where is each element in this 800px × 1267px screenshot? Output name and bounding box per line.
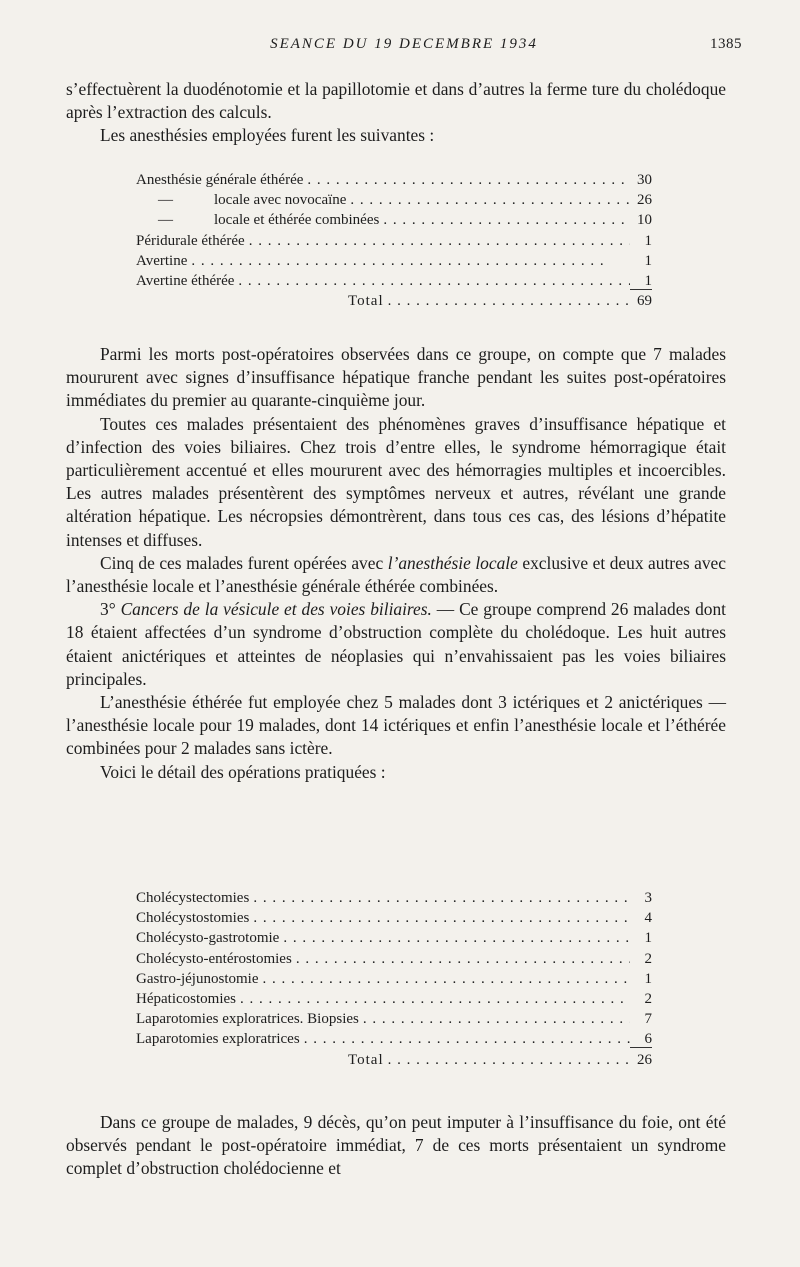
table-row bbox=[136, 888, 652, 908]
row-label: Cholécysto-gastrotomie bbox=[136, 930, 280, 947]
row-label: Gastro-jéjunostomie bbox=[136, 970, 259, 987]
paragraph: Cinq de ces malades furent opérées avec l’anesthésie locale exclusive et deux autres avec l’anesthésie locale et l’anesthésie générale éthérée combinées. bbox=[66, 552, 726, 597]
total-label: Total bbox=[348, 293, 384, 310]
emphasis: l’anesthésie locale bbox=[387, 552, 518, 573]
opening-paragraphs bbox=[66, 78, 726, 148]
table-row bbox=[136, 1009, 652, 1029]
row-value: 4 bbox=[644, 910, 652, 927]
row-value: 3 bbox=[644, 890, 652, 906]
running-header bbox=[66, 36, 742, 56]
row-label: Cholécysto-entérostomies bbox=[136, 950, 292, 967]
row-label: Péridurale éthérée bbox=[136, 232, 245, 249]
row-value: 7 bbox=[644, 1011, 652, 1028]
ditto-dash: — bbox=[158, 192, 173, 209]
ditto-dash: — bbox=[158, 212, 173, 229]
body-paragraphs bbox=[66, 343, 726, 784]
operations-table bbox=[136, 888, 652, 1070]
row-label: locale et éthérée combinées bbox=[214, 212, 380, 229]
closing-paragraph bbox=[66, 1111, 726, 1181]
table-row bbox=[136, 231, 652, 251]
table-row bbox=[136, 1029, 652, 1049]
row-label: Anesthésie générale éthérée bbox=[136, 172, 304, 188]
table-row bbox=[136, 989, 652, 1009]
paragraph: Voici le détail des opérations pratiquées : bbox=[100, 761, 386, 782]
row-value: 26 bbox=[637, 192, 652, 209]
row-value: 30 bbox=[637, 172, 652, 188]
row-value: 1 bbox=[630, 271, 652, 290]
paragraph: Toutes ces malades présentaient des phénomènes graves d’insuffisance hépatique et d’infection des voies biliaires. Chez trois d’entre elles, le syndrome hémorragique était particulièrement accentué et elles moururent avec des hémorragies multiples et incoercibles. Les autres malades présentèrent des symptômes nerveux et autres, révélant une grande altération hépatique. Les nécropsies démontrèrent, dans tous ces cas, des lésions d’hépatite intenses et diffuses. bbox=[66, 413, 726, 550]
row-value: 1 bbox=[644, 252, 652, 269]
section-number: 3° bbox=[100, 599, 116, 620]
section-heading: Cancers de la vésicule et des voies biliaires. bbox=[120, 599, 432, 620]
total-value: 26 bbox=[637, 1051, 652, 1068]
total-row bbox=[136, 291, 652, 311]
table-row bbox=[136, 969, 652, 989]
row-label: Cholécystostomies bbox=[136, 910, 250, 927]
row-label: Hépaticostomies bbox=[136, 990, 236, 1007]
row-label: Laparotomies exploratrices. Biopsies bbox=[136, 1011, 359, 1028]
row-label: locale avec novocaïne bbox=[214, 192, 347, 209]
paragraph: L’anesthésie éthérée fut employée chez 5 malades dont 3 ictériques et 2 anictériques — l’anesthésie locale pour 19 malades, dont 14 ictériques et enfin l’anesthésie locale et l’éthérée combinées pour 2 malades sans ictère. bbox=[66, 692, 726, 759]
paragraph: Parmi les morts post-opératoires observées dans ce groupe, on compte que 7 malades moururent avec signes d’insuffisance hépatique franche pendant les suites post-opératoires immédiates du premier au quarante-cinquième jour. bbox=[66, 344, 726, 411]
total-label: Total bbox=[348, 1051, 384, 1068]
row-label: Avertine bbox=[136, 252, 188, 269]
row-value: 2 bbox=[644, 990, 652, 1007]
table-row bbox=[136, 251, 652, 271]
paragraph: s’effectuèrent la duodénotomie et la papillotomie et dans d’autres la ferme ture du cholédoque après l’extraction des calculs. bbox=[66, 79, 726, 123]
paragraph: Dans ce groupe de malades, 9 décès, qu’on peut imputer à l’insuffisance du foie, ont été observés pendant le post-opératoire immédiat, 7 de ces morts présentaient un syndrome complet d’obstruction cholédocienne et bbox=[66, 1112, 726, 1179]
table-row bbox=[136, 928, 652, 948]
anesthesia-table bbox=[136, 170, 652, 311]
row-label: Cholécystectomies bbox=[136, 890, 250, 906]
paragraph: Les anesthésies employées furent les suivantes : bbox=[100, 125, 435, 146]
row-value: 1 bbox=[644, 232, 652, 249]
table-row bbox=[136, 170, 652, 190]
table-row bbox=[136, 210, 652, 230]
table-row bbox=[136, 949, 652, 969]
row-label: Laparotomies exploratrices bbox=[136, 1031, 300, 1048]
table-row bbox=[136, 190, 652, 210]
table-row bbox=[136, 271, 652, 291]
row-value: 2 bbox=[644, 950, 652, 967]
table-row bbox=[136, 908, 652, 928]
total-row bbox=[136, 1050, 652, 1070]
header-title: SEANCE DU 19 DECEMBRE 1934 bbox=[270, 36, 538, 52]
row-label: Avertine éthérée bbox=[136, 272, 235, 289]
page-number: 1385 bbox=[710, 36, 742, 52]
paragraph: 3° Cancers de la vésicule et des voies biliaires. — Ce groupe comprend 26 malades dont 18 étaient affectées d’un syndrome d’obstruction complète du cholédoque. Les huit autres étaient anictériques et atteintes de néoplasies qui n’envahissaient pas les voies biliaires principales. bbox=[66, 599, 726, 689]
row-value: 6 bbox=[630, 1029, 652, 1048]
row-value: 1 bbox=[644, 930, 652, 947]
row-value: 1 bbox=[644, 970, 652, 987]
row-value: 10 bbox=[637, 212, 652, 229]
total-value: 69 bbox=[637, 293, 652, 310]
